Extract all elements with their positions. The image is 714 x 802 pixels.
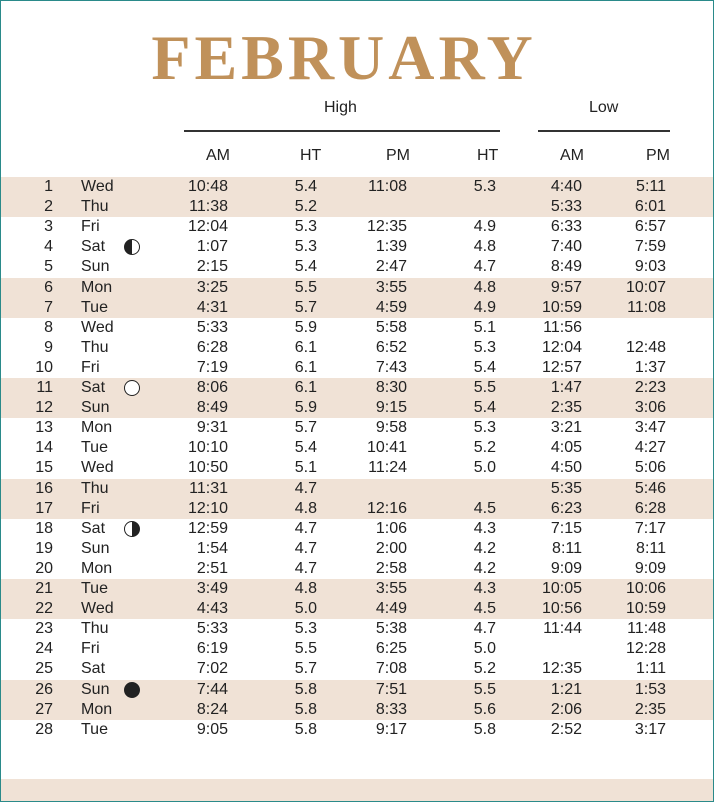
day-number: 21 (35, 580, 53, 597)
high-pm-time: 2:58 (375, 559, 407, 577)
high-pm-time: 8:30 (375, 379, 407, 396)
day-number: 3 (44, 218, 53, 236)
high-pm-height: 4.8 (473, 238, 496, 256)
high-am-time: 12:59 (187, 519, 228, 537)
high-pm-height: 4.8 (473, 278, 496, 296)
high-pm-time: 11:24 (368, 459, 407, 477)
high-am-height: 5.4 (294, 439, 317, 457)
high-am-height: 5.5 (294, 278, 317, 296)
day-number: 2 (44, 198, 53, 216)
high-pm-time: 7:08 (375, 660, 407, 678)
high-am-height: 5.0 (294, 600, 317, 618)
high-pm-time: 5:58 (375, 318, 407, 336)
low-pm-time: 12:48 (625, 338, 666, 356)
high-am-time: 8:24 (196, 700, 228, 718)
weekday: Mon (81, 700, 113, 718)
high-am-time: 2:51 (196, 559, 228, 577)
high-pm-height: 5.5 (473, 379, 496, 396)
high-group-rule (184, 130, 500, 132)
footer-band (1, 779, 713, 801)
low-pm-time: 3:47 (634, 419, 666, 437)
high-am-time: 8:06 (196, 379, 228, 396)
day-number: 25 (35, 660, 53, 678)
first-moon-icon (124, 521, 140, 537)
low-pm-time: 10:07 (625, 278, 666, 296)
high-am-height: 5.3 (294, 238, 317, 256)
low-am-time: 10:05 (541, 580, 582, 597)
high-am-height: 5.4 (294, 178, 317, 195)
weekday: Wed (81, 318, 114, 336)
low-am-time: 5:33 (550, 198, 582, 216)
low-am-time: 2:06 (550, 700, 582, 718)
low-pm-time: 12:28 (625, 640, 666, 658)
low-am-time: 4:40 (550, 178, 582, 195)
low-pm-time: 10:59 (625, 600, 666, 618)
low-am-time: 3:21 (550, 419, 582, 437)
high-pm-height: 5.8 (473, 720, 496, 738)
low-pm-time: 9:03 (634, 258, 666, 276)
high-am-time: 10:10 (187, 439, 228, 457)
low-pm-time: 9:09 (634, 559, 666, 577)
high-pm-height: 5.2 (473, 439, 496, 457)
high-am-height: 5.3 (294, 218, 317, 236)
day-number: 4 (44, 238, 53, 256)
high-am-time: 3:25 (196, 278, 228, 296)
new-moon-icon (124, 682, 140, 698)
weekday: Wed (81, 178, 114, 195)
low-group-rule (538, 130, 670, 132)
high-pm-height: 5.1 (473, 318, 496, 336)
low-pm-time: 10:06 (625, 580, 666, 597)
high-pm-height: 4.2 (473, 559, 496, 577)
col-header-low-pm: PM (646, 147, 670, 164)
low-am-time: 8:49 (550, 258, 582, 276)
day-number: 12 (35, 399, 53, 417)
day-number: 19 (35, 539, 53, 557)
low-group-label: Low (589, 99, 619, 116)
weekday: Wed (81, 459, 114, 477)
high-am-height: 5.1 (294, 459, 317, 477)
day-number: 24 (35, 640, 53, 658)
weekday: Sun (81, 539, 110, 557)
low-pm-time: 2:35 (634, 700, 666, 718)
low-am-time: 11:56 (543, 318, 582, 336)
high-am-time: 7:02 (196, 660, 228, 678)
weekday: Sat (81, 660, 106, 678)
low-pm-time: 5:46 (634, 479, 666, 497)
high-am-time: 4:31 (196, 298, 228, 316)
high-pm-height: 5.0 (473, 640, 496, 658)
day-number: 27 (35, 700, 53, 718)
weekday: Fri (81, 499, 100, 517)
high-am-time: 10:48 (187, 178, 228, 195)
high-am-time: 3:49 (196, 580, 228, 597)
weekday: Mon (81, 278, 113, 296)
low-am-time: 4:05 (550, 439, 582, 457)
day-number: 13 (35, 419, 53, 437)
high-am-height: 4.7 (294, 519, 317, 537)
day-number: 16 (35, 479, 53, 497)
weekday: Fri (81, 218, 100, 236)
weekday: Sun (81, 399, 110, 417)
day-number: 11 (36, 379, 53, 396)
day-number: 6 (44, 278, 53, 296)
low-pm-time: 5:06 (634, 459, 666, 477)
high-pm-time: 11:08 (368, 178, 407, 195)
day-number: 14 (35, 439, 53, 457)
low-pm-time: 1:37 (634, 358, 666, 376)
high-pm-height: 5.6 (473, 700, 496, 718)
weekday: Tue (81, 298, 108, 316)
high-pm-time: 10:41 (366, 439, 407, 457)
low-pm-time: 4:27 (634, 439, 666, 457)
day-number: 8 (44, 318, 53, 336)
high-am-height: 6.1 (294, 379, 317, 396)
col-header-low-am: AM (560, 147, 584, 164)
low-am-time: 5:35 (550, 479, 582, 497)
col-header-high-pm-ht: HT (477, 147, 499, 164)
high-am-height: 6.1 (294, 338, 317, 356)
high-pm-height (456, 479, 496, 499)
low-am-time: 9:09 (550, 559, 582, 577)
high-am-height: 5.8 (294, 680, 317, 698)
high-am-height: 5.7 (294, 298, 317, 316)
high-pm-height: 4.9 (473, 218, 496, 236)
day-number: 1 (44, 178, 53, 195)
high-am-time: 10:50 (187, 459, 228, 477)
high-pm-height: 5.0 (473, 459, 496, 477)
day-number: 18 (35, 519, 53, 537)
low-am-time: 1:47 (550, 379, 582, 396)
high-group-label: High (324, 99, 357, 116)
high-am-height: 4.7 (294, 559, 317, 577)
low-am-time: 12:35 (541, 660, 582, 678)
high-pm-time: 2:00 (375, 539, 407, 557)
high-pm-height: 4.2 (473, 539, 496, 557)
low-am-time: 2:52 (550, 720, 582, 738)
high-am-height: 5.9 (294, 399, 317, 417)
low-pm-time: 11:48 (627, 620, 666, 638)
high-pm-time: 3:55 (375, 580, 407, 597)
low-am-time: 10:56 (541, 600, 582, 618)
high-am-time: 11:31 (189, 479, 228, 497)
weekday: Thu (81, 479, 109, 497)
high-am-time: 6:19 (196, 640, 228, 658)
weekday: Tue (81, 720, 108, 738)
high-pm-height: 5.4 (473, 358, 496, 376)
high-pm-time: 9:17 (375, 720, 407, 738)
weekday: Sun (81, 258, 110, 276)
high-am-time: 11:38 (189, 198, 228, 216)
low-am-time: 11:44 (543, 620, 582, 638)
low-am-time: 4:50 (550, 459, 582, 477)
high-pm-height: 5.5 (473, 680, 496, 698)
low-pm-time: 8:11 (636, 539, 666, 557)
col-header-high-am: AM (206, 147, 230, 164)
high-am-height: 5.2 (294, 198, 317, 216)
day-number: 23 (35, 620, 53, 638)
high-pm-height: 4.5 (473, 499, 496, 517)
high-am-height: 5.4 (294, 258, 317, 276)
low-am-time: 8:11 (552, 539, 582, 557)
day-number: 20 (35, 559, 53, 577)
weekday: Mon (81, 559, 113, 577)
full-moon-icon (124, 380, 140, 396)
day-number: 9 (44, 338, 53, 356)
high-pm-time (346, 479, 407, 499)
high-am-height: 4.7 (294, 479, 317, 497)
high-pm-height: 4.9 (473, 298, 496, 316)
high-am-time: 1:54 (196, 539, 228, 557)
day-number: 7 (44, 298, 53, 316)
high-am-height: 4.8 (294, 580, 317, 597)
high-pm-height: 4.7 (473, 258, 496, 276)
high-am-height: 5.7 (294, 419, 317, 437)
low-pm-time: 5:11 (636, 178, 666, 195)
high-am-time: 12:10 (187, 499, 228, 517)
high-pm-height: 5.4 (473, 399, 496, 417)
col-header-high-am-ht: HT (300, 147, 322, 164)
low-pm-time: 3:06 (634, 399, 666, 417)
day-number: 15 (35, 459, 53, 477)
low-pm-time (606, 318, 666, 338)
low-am-time: 12:57 (541, 358, 582, 376)
weekday: Thu (81, 338, 109, 356)
high-am-height: 5.7 (294, 660, 317, 678)
day-number: 5 (44, 258, 53, 276)
low-pm-time: 2:23 (634, 379, 666, 396)
high-pm-height: 4.5 (473, 600, 496, 618)
high-pm-time (346, 197, 407, 217)
low-pm-time: 6:28 (634, 499, 666, 517)
high-am-height: 6.1 (294, 358, 317, 376)
col-header-high-pm: PM (386, 147, 410, 164)
low-am-time (521, 639, 582, 659)
high-pm-time: 12:35 (366, 218, 407, 236)
low-am-time: 7:40 (550, 238, 582, 256)
low-pm-time: 6:01 (634, 198, 666, 216)
high-pm-time: 7:51 (375, 680, 407, 698)
month-title: FEBRUARY (151, 22, 537, 93)
high-pm-height: 5.3 (473, 338, 496, 356)
high-pm-height: 5.3 (473, 419, 496, 437)
high-pm-time: 5:38 (375, 620, 407, 638)
low-pm-time: 11:08 (627, 298, 666, 316)
weekday: Fri (81, 358, 100, 376)
low-pm-time: 3:17 (634, 720, 666, 738)
low-am-time: 7:15 (550, 519, 582, 537)
high-am-time: 7:44 (196, 680, 228, 698)
weekday: Tue (81, 439, 108, 457)
low-pm-time: 7:59 (634, 238, 666, 256)
weekday: Sat (81, 238, 106, 256)
high-am-height: 5.9 (294, 318, 317, 336)
low-am-time: 6:23 (550, 499, 582, 517)
high-pm-time: 6:25 (375, 640, 407, 658)
high-am-height: 4.8 (294, 499, 317, 517)
low-am-time: 2:35 (550, 399, 582, 417)
weekday: Sun (81, 680, 110, 698)
low-pm-time: 7:17 (634, 519, 666, 537)
high-pm-time: 4:49 (375, 600, 407, 618)
high-pm-time: 9:58 (375, 419, 407, 437)
low-am-time: 10:59 (541, 298, 582, 316)
high-pm-time: 7:43 (375, 358, 407, 376)
high-pm-time: 2:47 (375, 258, 407, 276)
high-pm-time: 3:55 (375, 278, 407, 296)
low-pm-time: 6:57 (634, 218, 666, 236)
low-am-time: 12:04 (541, 338, 582, 356)
high-am-time: 5:33 (196, 620, 228, 638)
high-am-height: 5.3 (294, 620, 317, 638)
last-moon-icon (124, 239, 140, 255)
low-am-time: 1:21 (550, 680, 582, 698)
high-am-time: 9:31 (196, 419, 228, 437)
low-am-time: 9:57 (550, 278, 582, 296)
high-am-time: 9:05 (196, 720, 228, 738)
high-pm-height: 5.3 (473, 178, 496, 195)
weekday: Mon (81, 419, 113, 437)
day-number: 10 (35, 358, 53, 376)
high-pm-height: 4.7 (473, 620, 496, 638)
weekday: Thu (81, 198, 109, 216)
high-pm-time: 4:59 (375, 298, 407, 316)
weekday: Wed (81, 600, 114, 618)
high-pm-height: 4.3 (473, 519, 496, 537)
high-pm-time: 8:33 (375, 700, 407, 718)
high-pm-time: 12:16 (366, 499, 407, 517)
low-pm-time: 1:11 (636, 660, 666, 678)
low-am-time: 6:33 (550, 218, 582, 236)
day-number: 17 (35, 499, 53, 517)
high-am-time: 1:07 (196, 238, 228, 256)
high-am-time: 12:04 (187, 218, 228, 236)
high-pm-time: 1:06 (375, 519, 407, 537)
high-am-time: 2:15 (196, 258, 228, 276)
high-am-height: 5.5 (294, 640, 317, 658)
weekday: Sat (81, 519, 106, 537)
high-am-time: 4:43 (196, 600, 228, 618)
high-am-time: 6:28 (196, 338, 228, 356)
high-am-time: 7:19 (196, 358, 228, 376)
high-am-time: 5:33 (196, 318, 228, 336)
high-pm-time: 9:15 (375, 399, 407, 417)
day-number: 28 (35, 720, 53, 738)
high-am-height: 5.8 (294, 700, 317, 718)
high-am-time: 8:49 (196, 399, 228, 417)
day-number: 22 (35, 600, 53, 618)
high-am-height: 5.8 (294, 720, 317, 738)
weekday: Fri (81, 640, 100, 658)
day-number: 26 (35, 680, 53, 698)
high-pm-height: 4.3 (473, 580, 496, 597)
high-pm-height: 5.2 (473, 660, 496, 678)
high-pm-time: 1:39 (375, 238, 407, 256)
low-pm-time: 1:53 (634, 680, 666, 698)
high-pm-time: 6:52 (375, 338, 407, 356)
high-am-height: 4.7 (294, 539, 317, 557)
high-pm-height (456, 197, 496, 217)
weekday: Thu (81, 620, 109, 638)
weekday: Sat (81, 379, 106, 396)
weekday: Tue (81, 580, 108, 597)
